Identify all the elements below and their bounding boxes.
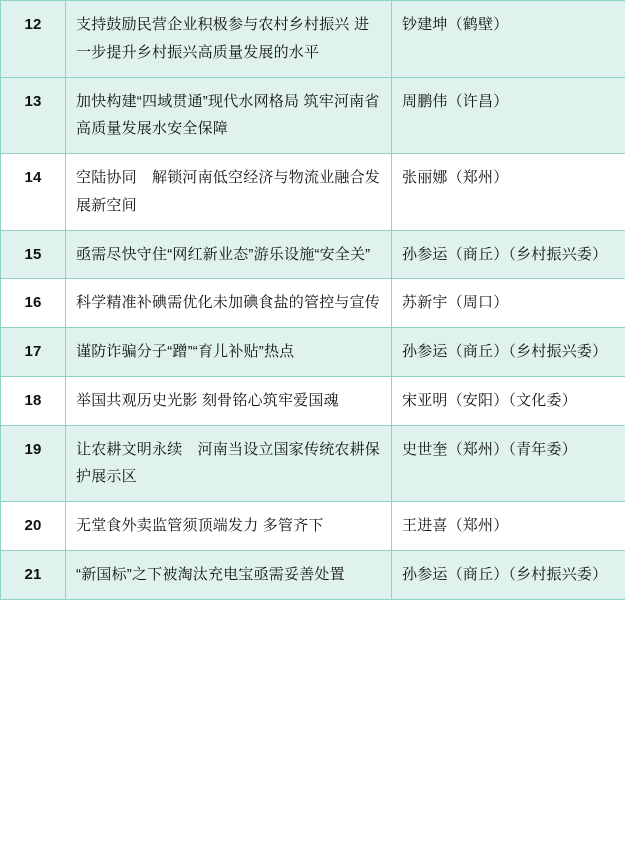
row-title: 科学精准补碘需优化未加碘食盐的管控与宣传 [66, 279, 392, 328]
row-number: 18 [1, 376, 66, 425]
table-row [1, 328, 625, 377]
row-author: 苏新宇（周口） [392, 279, 625, 328]
table-row [1, 279, 625, 328]
row-number: 15 [1, 230, 66, 279]
table-row [1, 550, 625, 599]
row-number: 19 [1, 425, 66, 502]
row-author: 孙参运（商丘）（乡村振兴委） [392, 550, 625, 599]
row-author: 钞建坤（鹤壁） [392, 1, 625, 78]
row-author: 周鹏伟（许昌） [392, 77, 625, 154]
row-author: 宋亚明（安阳）（文化委） [392, 376, 625, 425]
table-row [1, 77, 625, 154]
row-number: 14 [1, 154, 66, 231]
table-row [1, 230, 625, 279]
row-number: 13 [1, 77, 66, 154]
row-title: 亟需尽快守住“网红新业态”游乐设施“安全关” [66, 230, 392, 279]
row-title: 空陆协同 解锁河南低空经济与物流业融合发展新空间 [66, 154, 392, 231]
table-row [1, 154, 625, 231]
row-author: 孙参运（商丘）（乡村振兴委） [392, 328, 625, 377]
row-author: 史世奎（郑州）（青年委） [392, 425, 625, 502]
row-number: 21 [1, 550, 66, 599]
table-row [1, 425, 625, 502]
table-row [1, 1, 625, 78]
row-title: 让农耕文明永续 河南当设立国家传统农耕保护展示区 [66, 425, 392, 502]
row-author: 孙参运（商丘）（乡村振兴委） [392, 230, 625, 279]
row-title: 举国共观历史光影 刻骨铭心筑牢爱国魂 [66, 376, 392, 425]
row-title: 无堂食外卖监管须顶端发力 多管齐下 [66, 502, 392, 551]
proposal-table-body [1, 1, 625, 600]
row-title: 加快构建“四域贯通”现代水网格局 筑牢河南省高质量发展水安全保障 [66, 77, 392, 154]
row-author: 张丽娜（郑州） [392, 154, 625, 231]
row-title: 支持鼓励民营企业积极参与农村乡村振兴 进一步提升乡村振兴高质量发展的水平 [66, 1, 392, 78]
table-row [1, 376, 625, 425]
row-number: 12 [1, 1, 66, 78]
row-author: 王进喜（郑州） [392, 502, 625, 551]
row-title: “新国标”之下被淘汰充电宝亟需妥善处置 [66, 550, 392, 599]
row-number: 17 [1, 328, 66, 377]
row-number: 16 [1, 279, 66, 328]
table-row [1, 502, 625, 551]
row-number: 20 [1, 502, 66, 551]
row-title: 谨防诈骗分子“蹭”“育儿补贴”热点 [66, 328, 392, 377]
